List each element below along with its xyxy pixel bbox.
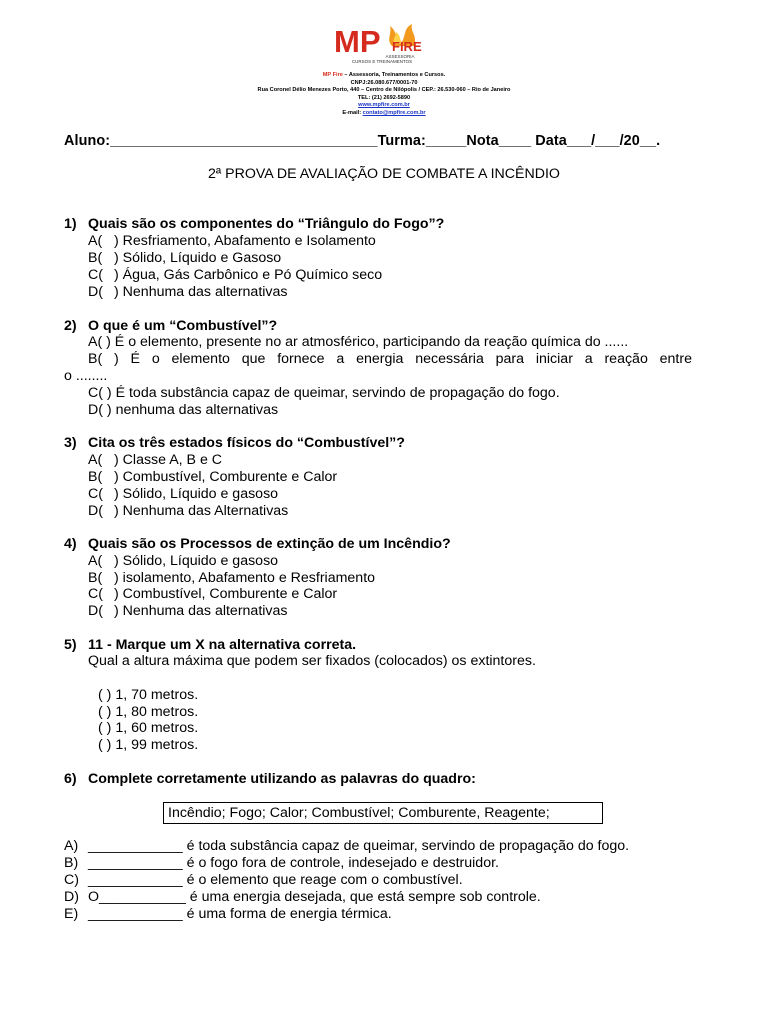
brand-desc: – Assessoria, Treinamentos e Cursos. [342,72,446,78]
company-header [0,72,768,118]
q4-option-d[interactable] [88,603,288,619]
question-text: Complete corretamente utilizando as palavras do quadro: [88,771,476,787]
option-letter: A( [88,553,103,569]
option-text: ) Combustível, Comburente e Calor [114,469,338,485]
q2-option-b-continuation: o ........ [64,368,108,384]
word-bank-box: Incêndio; Fogo; Calor; Combustível; Comburente, Reagente; [163,802,603,824]
question-3 [64,435,405,451]
option-text: ) Nenhuma das alternativas [114,284,288,300]
q6-item-e[interactable] [64,906,392,922]
option-letter: C( [88,586,103,602]
q3-option-b[interactable] [88,469,337,485]
question-number: 6) [64,771,77,787]
question-5 [64,637,356,653]
question-6 [64,771,476,787]
option-letter: B( [88,250,103,266]
q2-option-c[interactable]: C( ) É toda substância capaz de queimar, servindo de propagação do fogo. [88,385,560,401]
q2-option-d[interactable]: D( ) nenhuma das alternativas [88,402,279,418]
question-4 [64,536,451,552]
question-number: 1) [64,216,77,232]
logo-tagline-1: ASSESSORIA [385,54,415,59]
question-1 [64,216,444,232]
logo-tagline-2: CURSOS E TREINAMENTOS [351,59,413,64]
q2-option-a[interactable]: A( ) É o elemento, presente no ar atmosférico, participando da reação química do ...... [88,334,629,350]
option-text: ) Sólido, Líquido e gasoso [114,486,279,502]
q3-option-a[interactable] [88,452,222,468]
exam-title: 2ª PROVA DE AVALIAÇÃO DE COMBATE A INCÊNDIO [208,166,560,182]
option-letter: D( [88,503,103,519]
option-letter: B( [88,570,103,586]
option-text: ) isolamento, Abafamento e Resfriamento [114,570,376,586]
q6-item-b[interactable] [64,855,499,871]
question-text: O que é um “Combustível”? [88,318,278,334]
brand-name: MP Fire [322,72,343,78]
question-text: Cita os três estados físicos do “Combustível”? [88,435,405,451]
student-info-line[interactable]: Aluno:_________________________________Turma:_____Nota____ Data___/___/20__. [64,133,661,149]
option-letter: A( [88,452,103,468]
item-letter: D) [64,889,79,905]
q5-subtext: Qual a altura máxima que podem ser fixados (colocados) os extintores. [88,653,536,669]
question-text: Quais são os componentes do “Triângulo do Fogo”? [88,216,445,232]
option-letter: B( [88,469,103,485]
option-letter: C( [88,267,103,283]
q5-option-2[interactable]: ( ) 1, 80 metros. [98,704,199,720]
question-text: Quais são os Processos de extinção de um Incêndio? [88,536,451,552]
option-text: ) Sólido, Líquido e gasoso [114,553,279,569]
option-letter: D( [88,284,103,300]
item-letter: E) [64,906,79,922]
q1-option-b[interactable] [88,250,281,266]
item-letter: C) [64,872,79,888]
item-letter: A) [64,838,79,854]
q4-option-c[interactable] [88,586,337,602]
logo-subtext: FIRE [392,39,422,54]
q1-option-a[interactable] [88,233,376,249]
item-text: ____________ é o fogo fora de controle, indesejado e destruidor. [88,855,499,871]
flame-logo-icon [332,22,432,66]
item-text: ____________ é o elemento que reage com o combustível. [88,872,463,888]
q5-option-4[interactable]: ( ) 1, 99 metros. [98,737,199,753]
q5-option-1[interactable]: ( ) 1, 70 metros. [98,687,199,703]
question-2 [64,318,277,334]
header-cnpj: CNPJ:26.080.677/0001-70 [350,79,418,86]
option-text: ) Sólido, Líquido e Gasoso [114,250,282,266]
question-number: 5) [64,637,77,653]
item-text: ____________ é uma forma de energia térmica. [88,906,392,922]
item-text: ____________ é toda substância capaz de queimar, servindo de propagação do fogo. [88,838,630,854]
question-number: 4) [64,536,77,552]
header-line-1 [0,72,768,80]
q6-item-c[interactable] [64,872,463,888]
option-text: ) Água, Gás Carbônico e Pó Químico seco [114,267,383,283]
option-letter: A( [88,233,103,249]
option-text: ) Combustível, Comburente e Calor [114,586,338,602]
item-letter: B) [64,855,79,871]
q5-option-3[interactable]: ( ) 1, 60 metros. [98,720,199,736]
mpfire-logo [332,22,432,66]
email-label: E-mail: [342,109,363,116]
header-address: Rua Coronel Délio Menezes Porto, 440 – Centro de Nilópolis / CEP.: 26.530-060 – Rio de Janeiro [257,87,511,94]
option-text: ) Nenhuma das alternativas [114,603,288,619]
item-text: O___________ é uma energia desejada, que está sempre sob controle. [88,889,541,905]
q1-option-c[interactable] [88,267,382,283]
option-letter: C( [88,486,103,502]
website-link[interactable]: www.mpfire.com.br [358,102,410,109]
q3-option-c[interactable] [88,486,278,502]
q6-item-a[interactable] [64,838,629,854]
question-number: 2) [64,318,77,334]
option-text: ) Resfriamento, Abafamento e Isolamento [114,233,376,249]
logo-text: MP [334,24,381,59]
q1-option-d[interactable] [88,284,288,300]
q3-option-d[interactable] [88,503,288,519]
q6-item-d[interactable] [64,889,541,905]
option-letter: D( [88,603,103,619]
option-text: ) Nenhuma das Alternativas [114,503,289,519]
q4-option-b[interactable] [88,570,375,586]
q4-option-a[interactable] [88,553,278,569]
option-text: ) Classe A, B e C [114,452,223,468]
header-phone: TEL: (21) 2692-5890 [357,94,411,101]
header-email [0,110,768,118]
question-number: 3) [64,435,77,451]
question-text: 11 - Marque um X na alternativa correta. [88,637,357,653]
email-link[interactable]: contato@mpfire.com.br [362,109,426,116]
q2-option-b[interactable]: B( ) É o elemento que fornece a energia necessária para iniciar a reação entre [88,351,692,367]
